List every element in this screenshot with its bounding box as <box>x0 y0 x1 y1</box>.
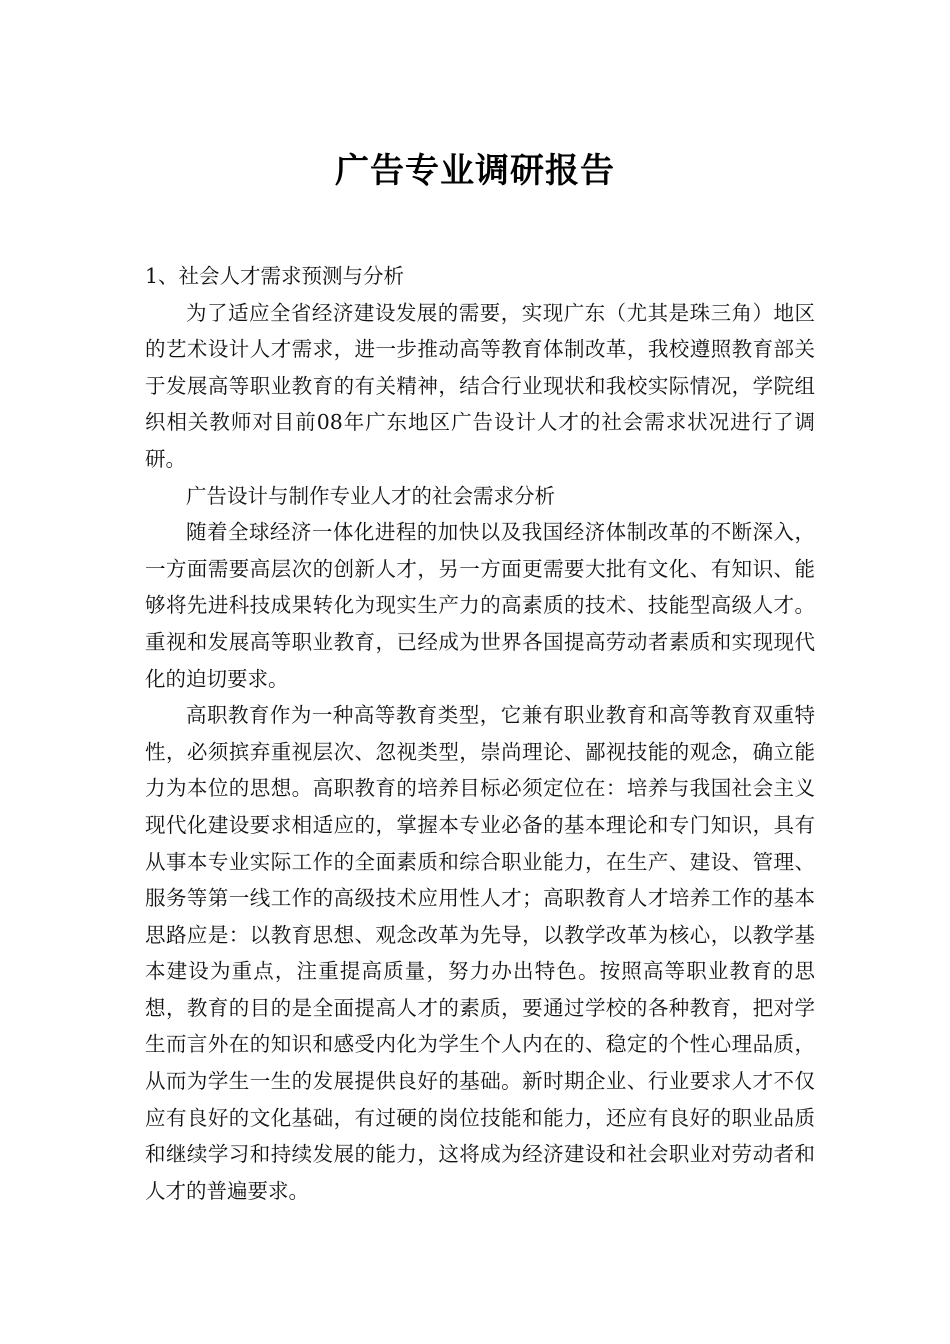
paragraph-globalization: 随着全球经济一体化进程的加快以及我国经济体制改革的不断深入，一方面需要高层次的创新人才，另一方面更需要大批有文化、有知识、能够将先进科技成果转化为现实生产力的高素质的技术、技能型高级人才。重视和发展高等职业教育，已经成为世界各国提高劳动者素质和实现现代化的迫切要求。 <box>145 520 815 691</box>
paragraph-vocational-education: 高职教育作为一种高等教育类型，它兼有职业教育和高等教育双重特性，必须摈弃重视层次、忽视类型，崇尚理论、鄙视技能的观念，确立能力为本位的思想。高职教育的培养目标必须定位在：培养与我国社会主义现代化建设要求相适应的，掌握本专业必备的基本理论和专门知识，具有从事本专业实际工作的全面素质和综合职业能力，在生产、建设、管理、服务等第一线工作的高级技术应用性人才；高职教育人才培养工作的基本思路应是：以教育思想、观念改革为先导，以教学改革为核心，以教学基本建设为重点，注重提高质量，努力办出特色。按照高等职业教育的思想，教育的目的是全面提高人才的素质，要通过学校的各种教育，把对学生而言外在的知识和感受内化为学生个人内在的、稳定的个性心理品质，从而为学生一生的发展提供良好的基础。新时期企业、行业要求人才不仅应有良好的文化基础，有过硬的岗位技能和能力，还应有良好的职业品质和继续学习和持续发展的能力，这将成为经济建设和社会职业对劳动者和人才的普遍要求。 <box>145 703 815 1203</box>
subheading-analysis: 广告设计与制作专业人才的社会需求分析 <box>186 483 555 508</box>
section-heading: 1、社会人才需求预测与分析 <box>145 264 405 288</box>
paragraph-intro: 为了适应全省经济建设发展的需要，实现广东（尤其是珠三角）地区的艺术设计人才需求，进一步推动高等教育体制改革，我校遵照教育部关于发展高等职业教育的有关精神，结合行业现状和我校实际情况，学院组织相关教师对目前08年广东地区广告设计人才的社会需求状况进行了调研。 <box>145 300 815 471</box>
document-title: 广告专业调研报告 <box>335 151 615 191</box>
document-body <box>145 258 815 1209</box>
